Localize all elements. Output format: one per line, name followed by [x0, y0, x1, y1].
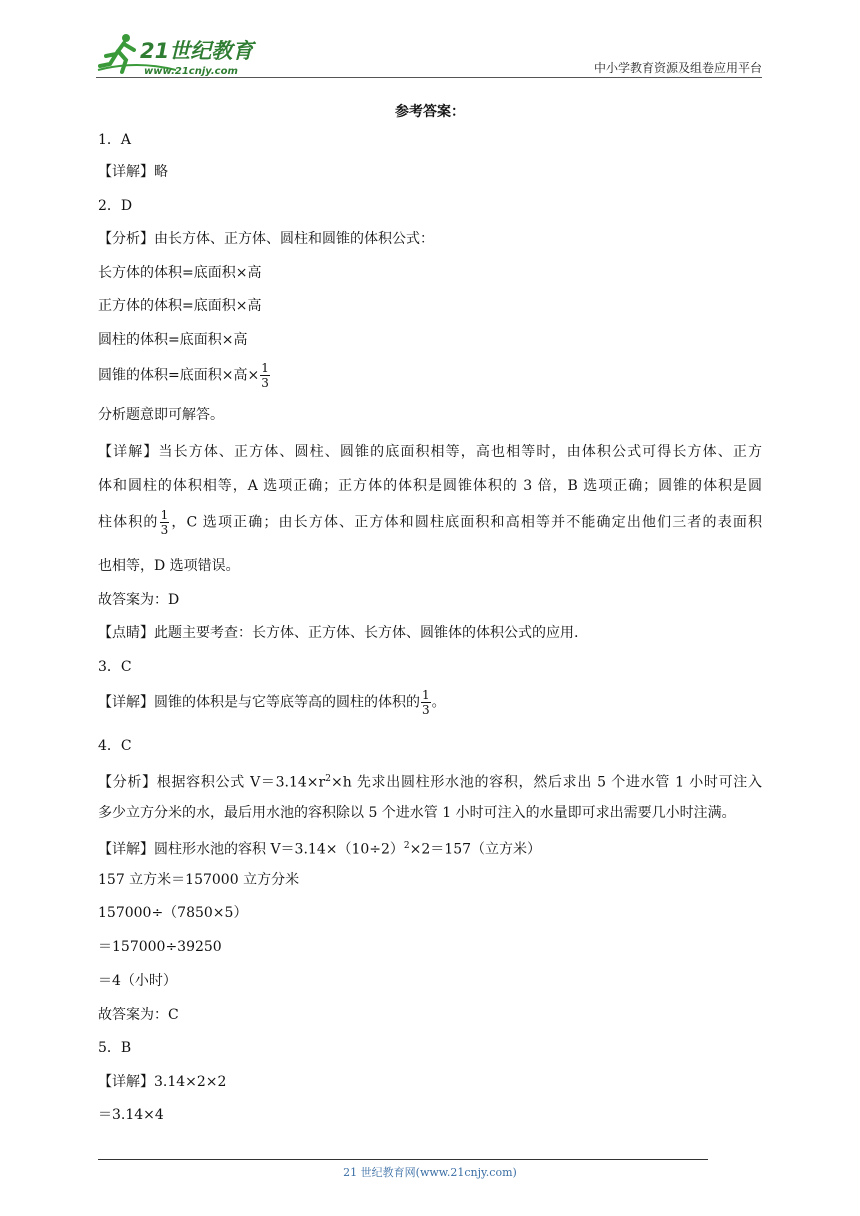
- formula-cone-text: 圆锥的体积=底面积×高×: [98, 367, 260, 384]
- formula-cylinder: 圆柱的体积=底面积×高: [98, 332, 248, 348]
- analysis-2: 【分析】由长方体、正方体、圆柱和圆锥的体积公式：: [98, 231, 434, 247]
- fraction: $\frac{1}{3}$: [261, 361, 269, 390]
- formula-cone: [98, 361, 271, 390]
- answer-4: 4．C: [98, 738, 132, 754]
- detail-2-line-3: 柱体积的 $\frac{1}{3}$ ，C 选项正确；由长方体、正方体和圆柱底面积和高相等并不能确定出他们三者的表面积: [98, 508, 762, 537]
- answer-1: 1．A: [98, 132, 132, 148]
- calc-5-1: ＝3.14×4: [98, 1107, 164, 1123]
- page-title: 参考答案：: [395, 104, 465, 120]
- detail-2-line-1: 【详解】当长方体、正方体、圆柱、圆锥的底面积相等，高也相等时，由体积公式可得长方体、正方: [98, 444, 762, 460]
- analysis-4-line-2: 多少立方分米的水，最后用水池的容积除以 5 个进水管 1 小时可注入的水量即可求出需要几小时注满。: [98, 805, 736, 821]
- analysis-4-line-1: 【分析】根据容积公式 $V=3.14\times r^2\times h$ 先求出圆柱形水池的容积，然后求出 5 个进水管 1 小时可注入: [98, 774, 763, 791]
- detail-3: 【详解】圆锥的体积是与它等底等高的圆柱的体积的 $\frac{1}{3}$ 。: [98, 688, 446, 717]
- calc-4-1: 157 立方米＝157000 立方分米: [98, 872, 300, 888]
- detail-4: 【详解】圆柱形水池的容积 $V=3.14\times(10\div 2)^2\times 2=157$（立方米）: [98, 841, 542, 858]
- fraction: $\frac{1}{3}$: [422, 688, 430, 717]
- logo-url: www.21cnjy.com: [144, 66, 238, 77]
- platform-name: 中小学教育资源及组卷应用平台: [593, 61, 762, 75]
- detail-2-line-4: 也相等，D 选项错误。: [98, 558, 240, 574]
- detail-1: 【详解】略: [98, 164, 168, 180]
- tip-2: 【点睛】此题主要考查：长方体、正方体、长方体、圆锥体的体积公式的应用.: [98, 625, 579, 641]
- fraction: $\frac{1}{3}$: [160, 508, 169, 537]
- conclusion-2: 故答案为：D: [98, 592, 180, 608]
- page-header: [96, 30, 762, 78]
- answer-2: 2．D: [98, 198, 133, 214]
- calc-4-4: ＝4（小时）: [98, 973, 177, 989]
- answer-5: 5．B: [98, 1040, 132, 1056]
- formula-cube: 正方体的体积=底面积×高: [98, 298, 262, 314]
- analysis-summary: 分析题意即可解答。: [98, 407, 224, 423]
- calc-4-3: ＝157000÷39250: [98, 939, 222, 955]
- header-rule: [96, 77, 762, 78]
- answer-3: 3．C: [98, 659, 132, 675]
- calc-4-2: 157000÷（7850×5）: [98, 905, 248, 921]
- footer-rule: [98, 1159, 708, 1160]
- conclusion-4: 故答案为：C: [98, 1007, 179, 1023]
- logo-text: 21世纪教育: [140, 39, 254, 63]
- logo: [96, 30, 266, 78]
- detail-5: 【详解】3.14×2×2: [98, 1074, 227, 1090]
- formula-cuboid: 长方体的体积=底面积×高: [98, 265, 262, 281]
- page-footer[interactable]: 21 世纪教育网(www.21cnjy.com): [343, 1166, 517, 1179]
- detail-2-line-2: 体和圆柱的体积相等，A 选项正确；正方体的体积是圆锥体积的 3 倍，B 选项正确；圆锥的体积是圆: [98, 478, 762, 494]
